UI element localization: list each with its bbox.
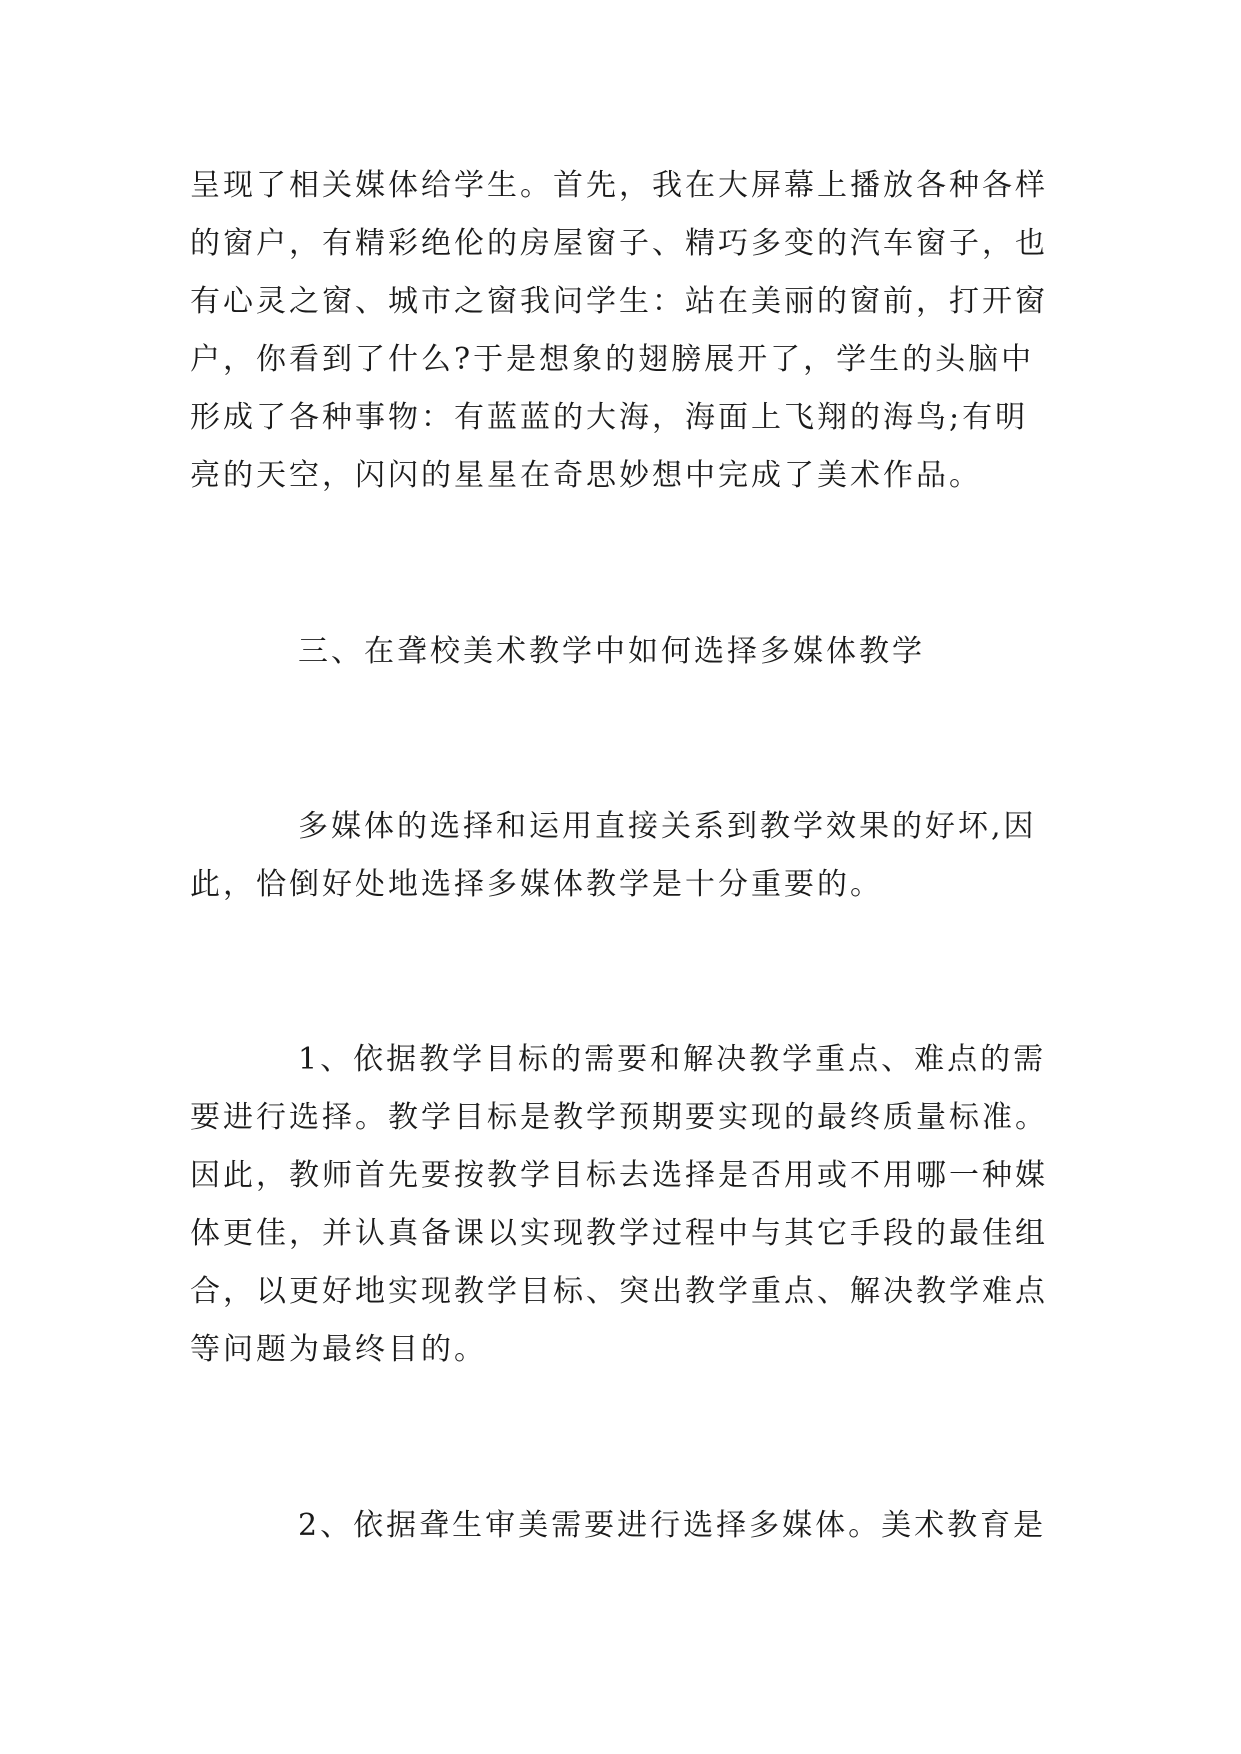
text-line: 2、依据聋生审美需要进行选择多媒体。美术教育是: [298, 1508, 1047, 1543]
heading-text: 三、在聋校美术教学中如何选择多媒体教学: [298, 634, 925, 669]
text-line: 亮的天空，闪闪的星星在奇思妙想中完成了美术作品。: [190, 458, 982, 493]
text-line: 合，以更好地实现教学目标、突出教学重点、解决教学难点: [190, 1274, 1048, 1309]
text-line: 此，恰倒好处地选择多媒体教学是十分重要的。: [190, 867, 883, 902]
text-line: 等问题为最终目的。: [190, 1332, 487, 1367]
text-line: 多媒体的选择和运用直接关系到教学效果的好坏,因: [298, 809, 1037, 844]
text-line: 形成了各种事物：有蓝蓝的大海，海面上飞翔的海鸟;有明: [190, 400, 1029, 435]
text-line: 户，你看到了什么?于是想象的翅膀展开了，学生的头脑中: [190, 342, 1035, 377]
text-line: 1、依据教学目标的需要和解决教学重点、难点的需: [298, 1042, 1047, 1077]
text-line: 有心灵之窗、城市之窗我问学生：站在美丽的窗前，打开窗: [190, 284, 1048, 319]
text-line: 因此，教师首先要按教学目标去选择是否用或不用哪一种媒: [190, 1158, 1048, 1193]
text-line: 体更佳，并认真备课以实现教学过程中与其它手段的最佳组: [190, 1216, 1048, 1251]
text-line: 的窗户，有精彩绝伦的房屋窗子、精巧多变的汽车窗子，也: [190, 226, 1048, 261]
text-line: 要进行选择。教学目标是教学预期要实现的最终质量标准。: [190, 1100, 1048, 1135]
text-line: 呈现了相关媒体给学生。首先，我在大屏幕上播放各种各样: [190, 168, 1048, 203]
